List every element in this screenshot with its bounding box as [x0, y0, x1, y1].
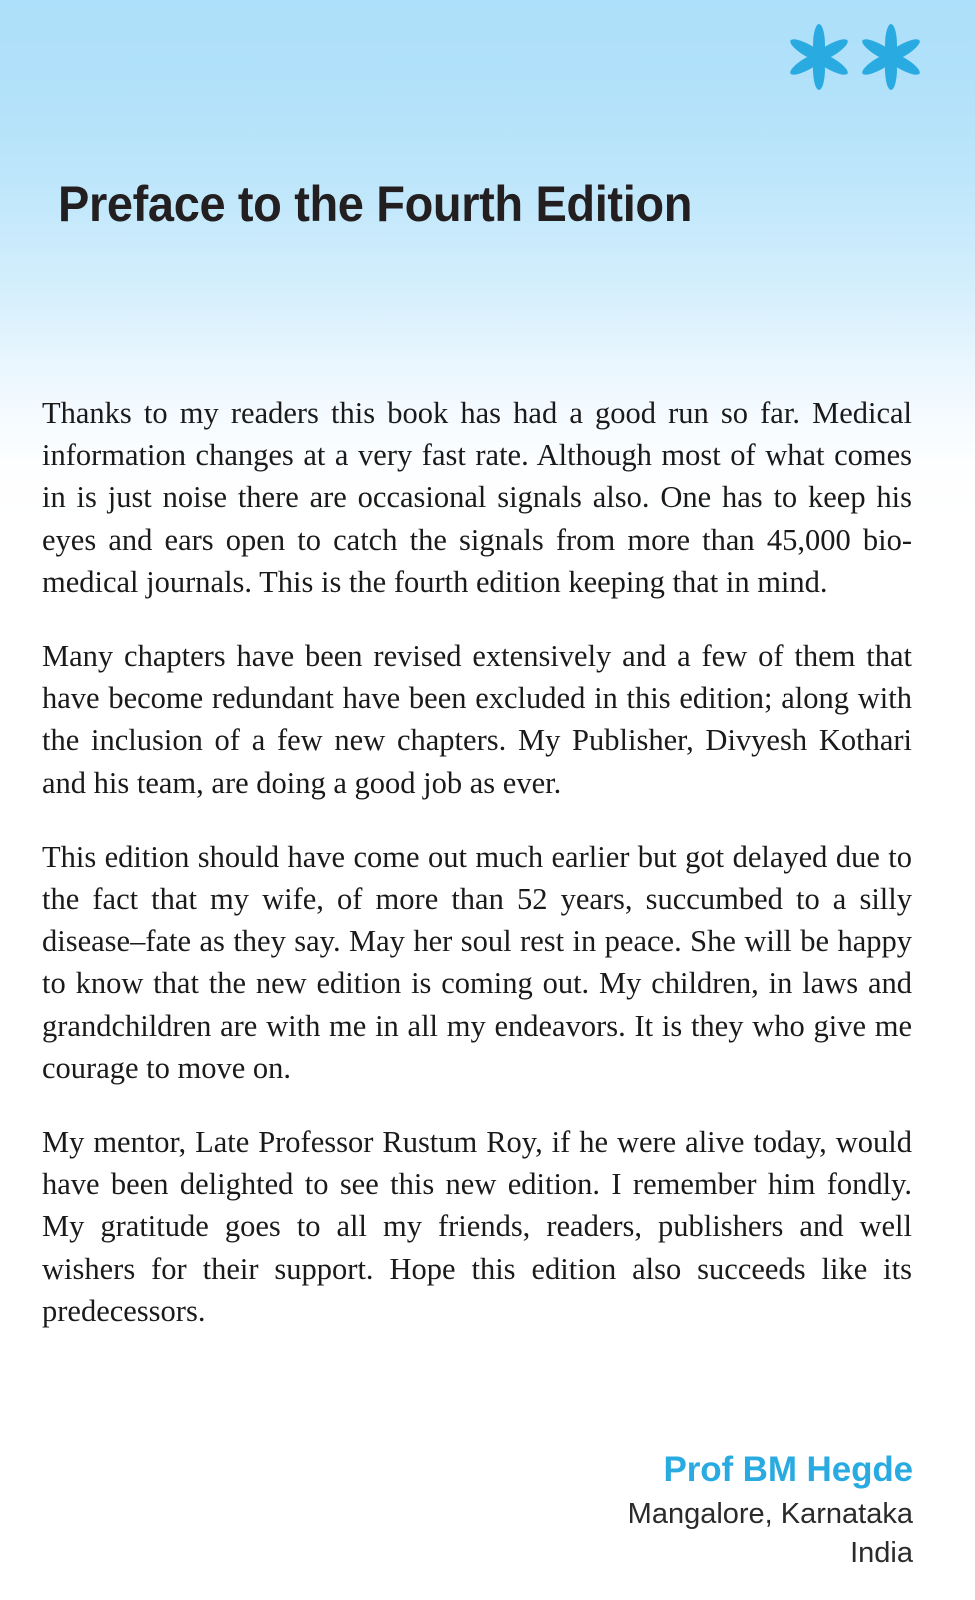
page-title: Preface to the Fourth Edition [58, 176, 693, 232]
six-petal-flower-icon [862, 24, 920, 90]
six-petal-flower-icon [790, 24, 848, 90]
preface-body [42, 392, 912, 1332]
signature-city-state: Mangalore, Karnataka [627, 1498, 913, 1531]
decorative-flower-mark [790, 24, 920, 90]
signature-country: India [850, 1536, 913, 1569]
paragraph-2: Many chapters have been revised extensively and a few of them that have become redundant have been excluded in this edition; along with the inclusion of a few new chapters. My Publisher, Divyesh Kothari and his team, are doing a good job as ever. [42, 639, 912, 800]
paragraph-1: Thanks to my readers this book has had a good run so far. Medical information changes at a very fast rate. Although most of what comes in is just noise there are occasional signals also. One has to keep his eyes and ears open to catch the signals from more than 45,000 bio-medical journals. This is the fourth edition keeping that in mind. [42, 396, 912, 599]
signature-author-name: Prof BM Hegde [663, 1450, 913, 1490]
paragraph-3: This edition should have come out much earlier but got delayed due to the fact that my wife, of more than 52 years, succumbed to a silly disease–fate as they say. May her soul rest in peace. She will be happy to know that the new edition is coming out. My children, in laws and grandchildren are with me in all my endeavors. It is they who give me courage to move on. [42, 839, 912, 1085]
signature-block [628, 1450, 913, 1572]
paragraph-4: My mentor, Late Professor Rustum Roy, if he were alive today, would have been delighted to see this new edition. I remember him fondly. My gratitude goes to all my friends, readers, publishers and well wishers for their support. Hope this edition also succeeds like its predecessors. [42, 1125, 912, 1328]
